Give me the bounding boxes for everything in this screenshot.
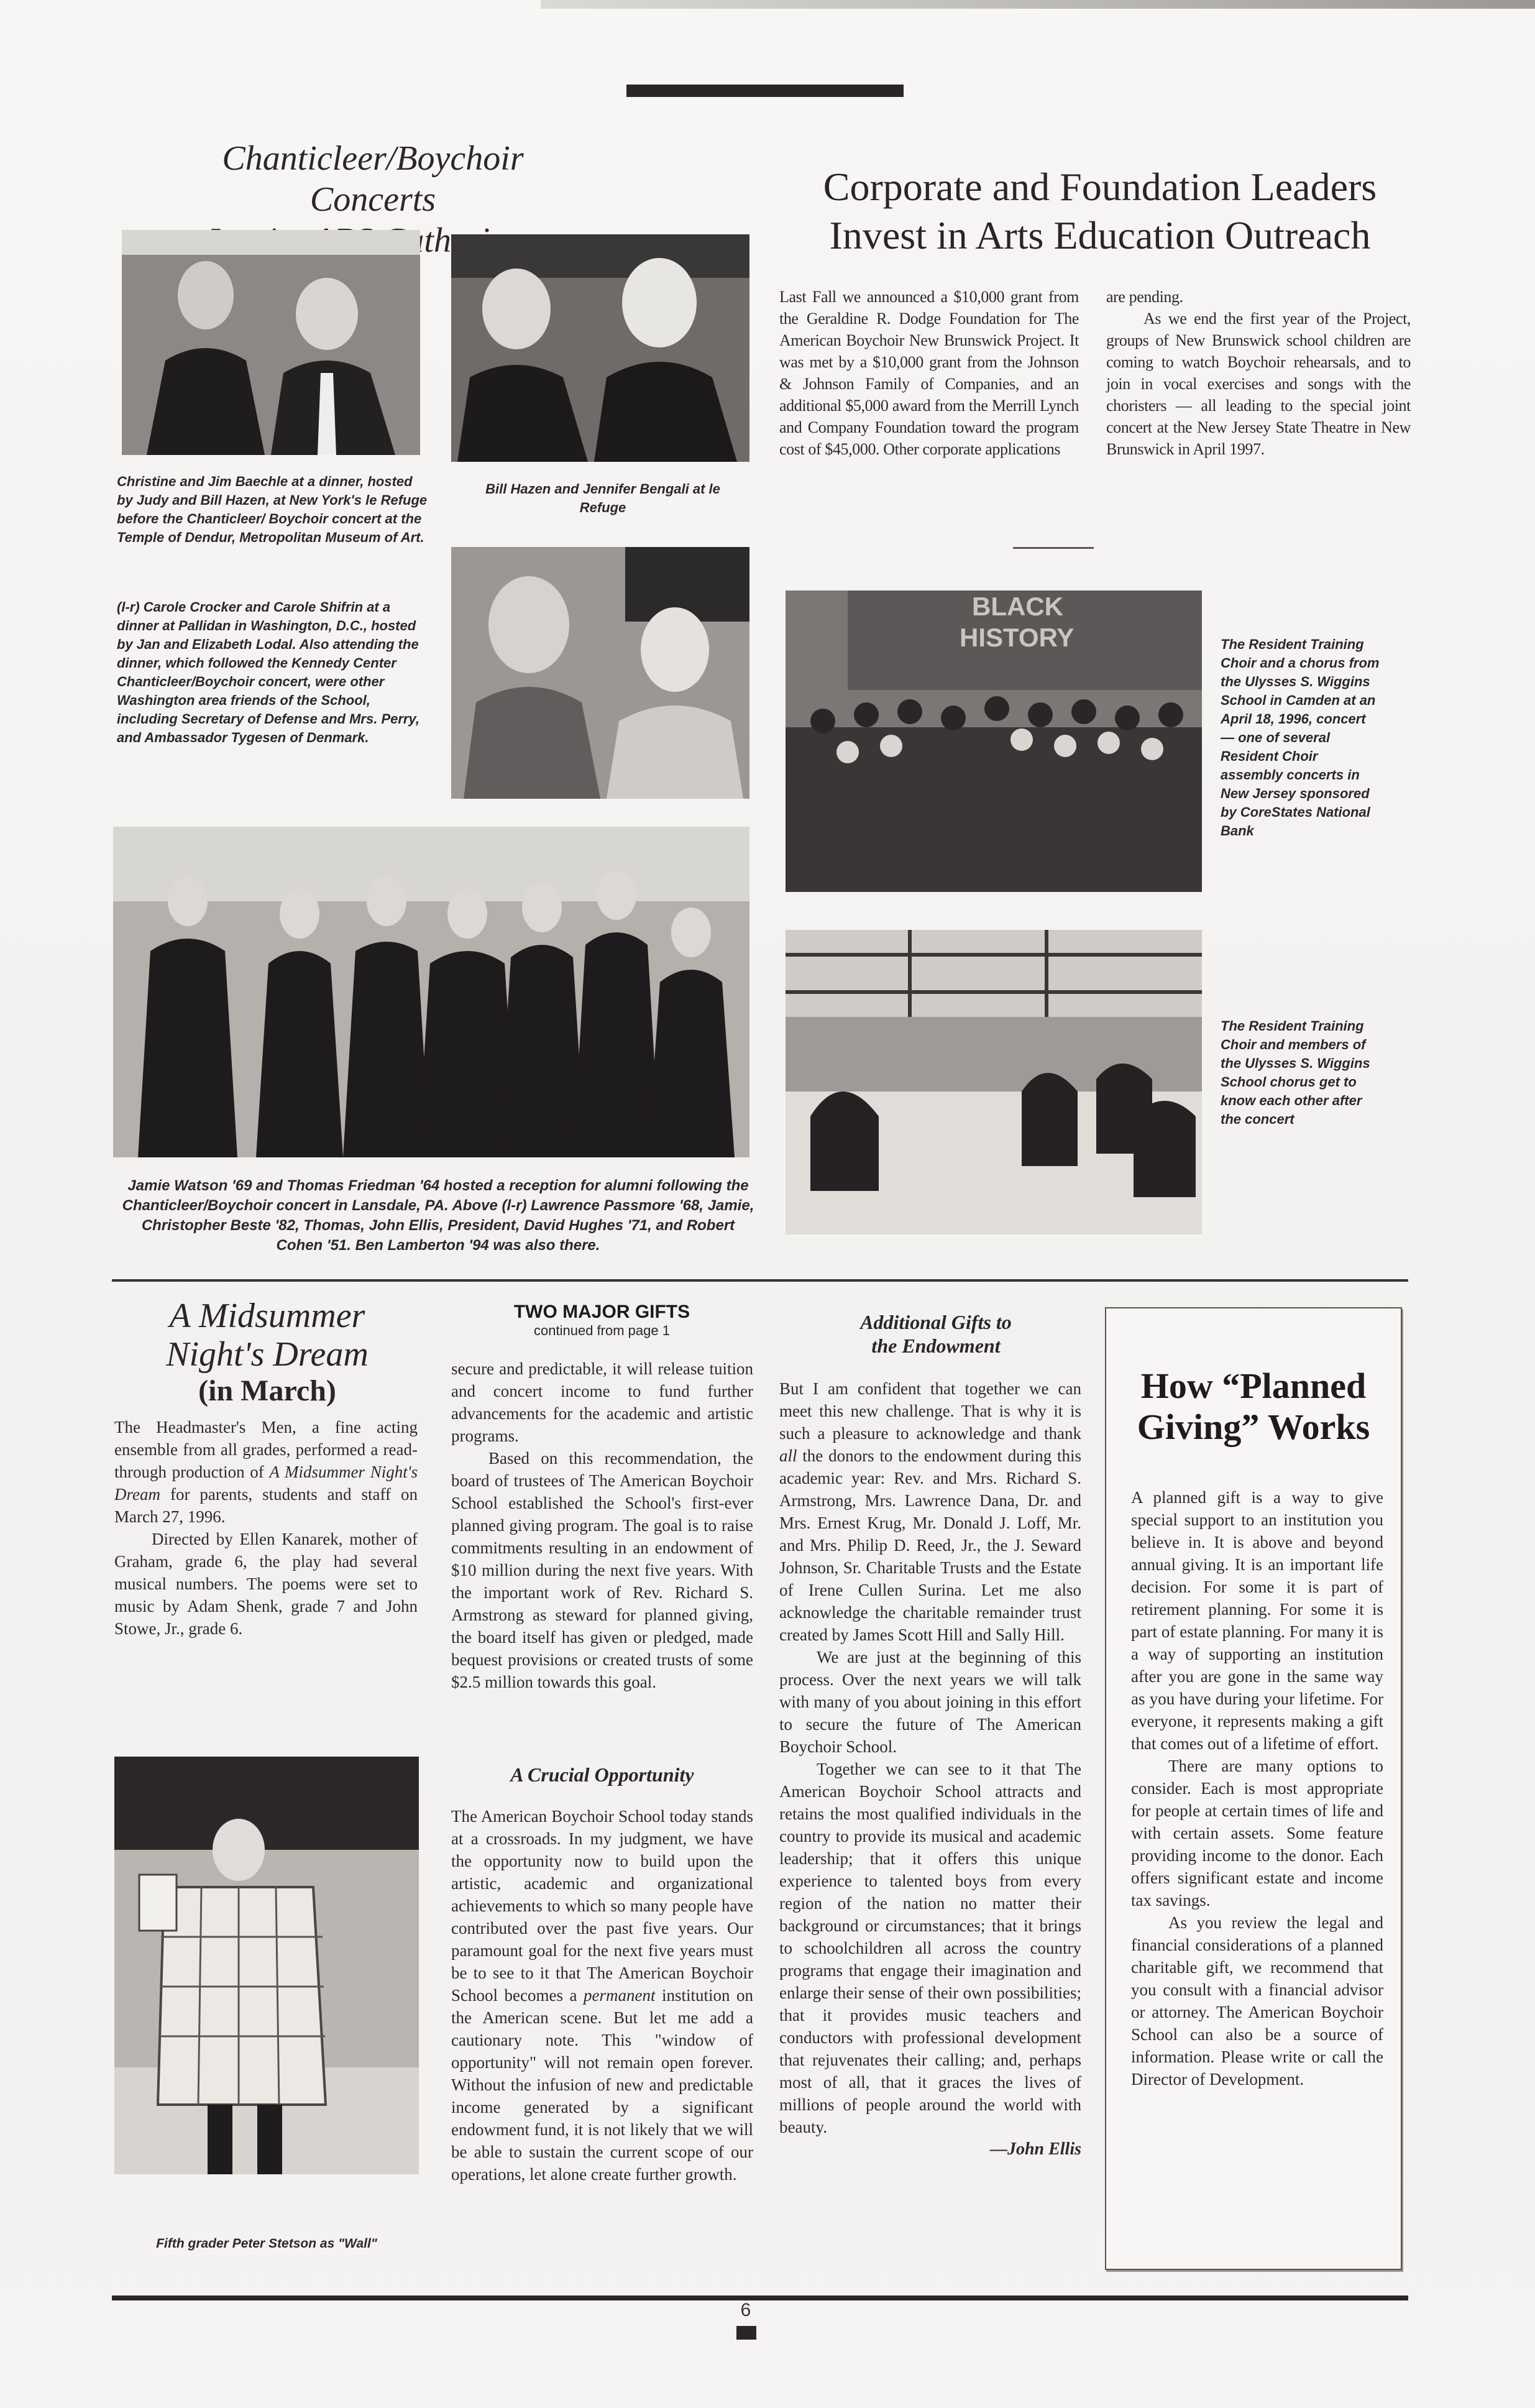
header-bar xyxy=(626,85,904,97)
crucial-opportunity-p1: The American Boychoir School today stands at a crossroads. In my judgment, we have the opportunity now to build upon the artistic, academic and organizational achievements to which so many people have contributed over the past five years. Our paramount goal for the next five years must be to see to it that The American Boychoir School becomes a permanent institution on the American scene. But let me add a cautionary note. This "window of opportunity" will not remain open forever. Without the infusion of new and predictable income generated by a significant endowment fund, it is not likely that we will be able to sustain the current scope of our operations, let alone create further growth. xyxy=(451,1807,753,2184)
caption-hazen: Bill Hazen and Jennifer Bengali at le Refuge xyxy=(485,481,720,515)
midsummer-title-line2: Night's Dream xyxy=(166,1335,369,1374)
midsummer-p2: Directed by Ellen Kanarek, mother of Graham, grade 6, the play had several musical numbers. The poems were set to music by Adam Shenk, grade 7 and John Stowe, Jr., grade 6. xyxy=(114,1530,418,1638)
page-number: 6 xyxy=(740,2300,751,2320)
caption-choir-concert: The Resident Training Choir and a chorus from the Ulysses S. Wiggins School in Camden at an April 18, 1996, concert — one of several Resident Choir assembly concerts in New Jersey sponsored by CoreStates National Bank xyxy=(1221,636,1380,839)
corporate-headline-line1: Corporate and Foundation Leaders xyxy=(823,165,1377,209)
corporate-col1-text: Last Fall we announced a $10,000 grant from the Geraldine R. Dodge Foundation for The American Boychoir New Brunswick Project. It was met by a $10,000 grant from the Johnson & Johnson Family of Companies, and an additional $5,000 award from the Merrill Lynch and Company Foundation toward the program cost of $45,000. Other corporate applications xyxy=(779,288,1079,458)
two-major-gifts-p2: Based on this recommendation, the board of trustees of The American Boychoir School established the School's first-ever planned giving program. The goal is to raise commitments resulting in an endowment of $10 million during the next five years. With the important work of Rev. Richard S. Armstrong as steward for planned giving, the board itself has given or pledged, made bequest provisions or created trusts of some $2.5 million towards this goal. xyxy=(451,1449,753,1691)
chanticleer-headline-line1: Chanticleer/Boychoir Concerts xyxy=(222,139,524,219)
two-major-gifts-header xyxy=(451,1302,753,1339)
midsummer-body xyxy=(114,1416,418,1640)
corporate-col2-p2: As we end the first year of the Project, groups of New Brunswick school children are coming to watch Boychoir rehearsals, and to join in vocal exercises and songs with the choristers — all leading to the special joint concert at the New Jersey State Theatre in New Brunswick in April 1997. xyxy=(1106,310,1411,458)
additional-gifts-body xyxy=(779,1377,1081,2161)
planned-giving-p2: There are many options to consider. Each is most appropriate for people at certain times of life and with certain assets. Some feature providing income to the donor. Each offers significant estate and income tax savings. xyxy=(1131,1757,1383,1909)
photo-alumni-reception xyxy=(113,827,749,1157)
additional-gifts-p1: But I am confident that together we can meet this new challenge. That is why it is such a pleasure to acknowledge and thank all the donors to the endowment during this academic year: Rev. and Mrs. Richard S. Armstrong, Mrs. Lawrence Dana, Dr. and Mrs. Ernest Krug, Mr. Donald J. Loff, Mr. and Mrs. Philip D. Reed, Jr., the J. Seward Johnson, Sr. Charitable Trusts and the Estate of Irene Cullen Surina. Let me also acknowledge the charitable remainder trust created by James Scott Hill and Sally Hill. xyxy=(779,1379,1081,1644)
signature-john-ellis: —John Ellis xyxy=(989,2139,1081,2159)
corporate-headline-line2: Invest in Arts Education Outreach xyxy=(829,213,1371,257)
planned-giving-p1: A planned gift is a way to give special support to an institution you believe in. It is above and beyond annual giving. It is an important life decision. For some it is part of retirement planning. For some it is part of estate planning. For many it is a way of supporting an institution after you are gone in the same way as you have during your lifetime. For everyone, it represents making a gift that comes out of a lifetime of effort. xyxy=(1131,1488,1383,1753)
photo-choir-meet xyxy=(786,930,1202,1234)
midsummer-p1: The Headmaster's Men, a fine acting ensemble from all grades, performed a read-through production of A Midsummer Night's Dream for parents, students and staff on March 27, 1996. xyxy=(114,1418,418,1526)
page-marker xyxy=(736,2326,756,2340)
corporate-column-2 xyxy=(1106,286,1411,460)
photo-choir-concert xyxy=(786,591,1202,892)
planned-giving-p3: As you review the legal and financial considerations of a planned charitable gift, we recommend that you consult with a financial advisor or attorney. The American Boychoir School can also be a source of information. Please write or call the Director of Development. xyxy=(1131,1913,1383,2089)
midsummer-title-line1: A Midsummer xyxy=(169,1297,365,1335)
midsummer-title-line3: (in March) xyxy=(198,1374,336,1407)
planned-giving-title: How “Planned Giving” Works xyxy=(1137,1366,1370,1447)
additional-gifts-p3: Together we can see to it that The American Boychoir School attracts and retains the most qualified individuals in the country to provide its musical and academic leadership; that it offers this unique experience to talented boys from every region of the nation no matter their background or circumstances; that it brings to schoolchildren all across the country programs that engage their imagination and enlarge their sense of their own possibilities; that it provides music teachers and conductors with professional development that rejuvenates their calling; and, perhaps most of all, that it graces the lives of millions of people around the world with beauty. xyxy=(779,1760,1081,2136)
midsummer-headline xyxy=(118,1297,416,1408)
corporate-column-1 xyxy=(779,286,1079,460)
additional-gifts-subhead: Additional Gifts to the Endowment xyxy=(860,1311,1012,1357)
caption-peter-stetson: Fifth grader Peter Stetson as "Wall" xyxy=(156,2236,377,2251)
two-major-gifts-body xyxy=(451,1358,753,1693)
two-major-gifts-p1: secure and predictable, it will release tuition and concert income to fund further advancements for the academic and artistic programs. xyxy=(451,1359,753,1445)
planned-giving-body xyxy=(1131,1486,1383,2090)
continued-from-label: continued from page 1 xyxy=(534,1323,670,1338)
horizontal-rule xyxy=(112,1279,1408,1282)
corporate-col2-p1: are pending. xyxy=(1106,288,1183,306)
photo-hazen-bengali xyxy=(451,234,749,462)
page-edge-shadow xyxy=(541,0,1535,9)
two-major-gifts-title: TWO MAJOR GIFTS xyxy=(513,1302,690,1322)
crucial-opportunity-subhead: A Crucial Opportunity xyxy=(510,1763,694,1786)
caption-choir-meet: The Resident Training Choir and members of the Ulysses S. Wiggins School chorus get to know each other after the concert xyxy=(1221,1018,1370,1127)
black-history-sign-text: BLACK xyxy=(972,592,1063,621)
caption-baechle: Christine and Jim Baechle at a dinner, hosted by Judy and Bill Hazen, at New York's le Refuge before the Chanticleer/ Boychoir concert at the Temple of Dendur, Metropolitan Museum of Art. xyxy=(117,474,428,545)
planned-giving-box xyxy=(1105,1307,1402,2270)
additional-gifts-p2: We are just at the beginning of this process. Over the next years we will talk with many of you about joining in this effort to secure the future of The American Boychoir School. xyxy=(779,1648,1081,1756)
corporate-headline xyxy=(771,163,1429,260)
play-title: A Midsummer Night's Dream xyxy=(114,1463,418,1504)
caption-crocker: (l-r) Carole Crocker and Carole Shifrin at a dinner at Pallidan in Washington, D.C., hosted by Jan and Elizabeth Lodal. Also attending the dinner, which followed the Kennedy Center Chanticleer/Boychoir concert, were other Washington area friends of the School, including Secretary of Defense and Mrs. Perry, and Ambassador Tygesen of Denmark. xyxy=(117,599,420,745)
photo-peter-stetson-wall xyxy=(114,1757,419,2174)
section-divider xyxy=(1013,547,1094,549)
crucial-opportunity-body xyxy=(451,1805,753,2185)
caption-alumni: Jamie Watson '69 and Thomas Friedman '64 hosted a reception for alumni following the Chanticleer/Boychoir concert in Lansdale, PA. Above (l-r) Lawrence Passmore '68, Jamie, Christopher Beste '82, Thomas, John Ellis, President, David Hughes '71, and Robert Cohen '51. Ben Lamberton '94 was also there. xyxy=(122,1177,754,1254)
photo-baechle-dinner xyxy=(122,230,420,455)
svg-text:HISTORY: HISTORY xyxy=(960,623,1074,652)
photo-crocker-shifrin xyxy=(451,547,749,799)
